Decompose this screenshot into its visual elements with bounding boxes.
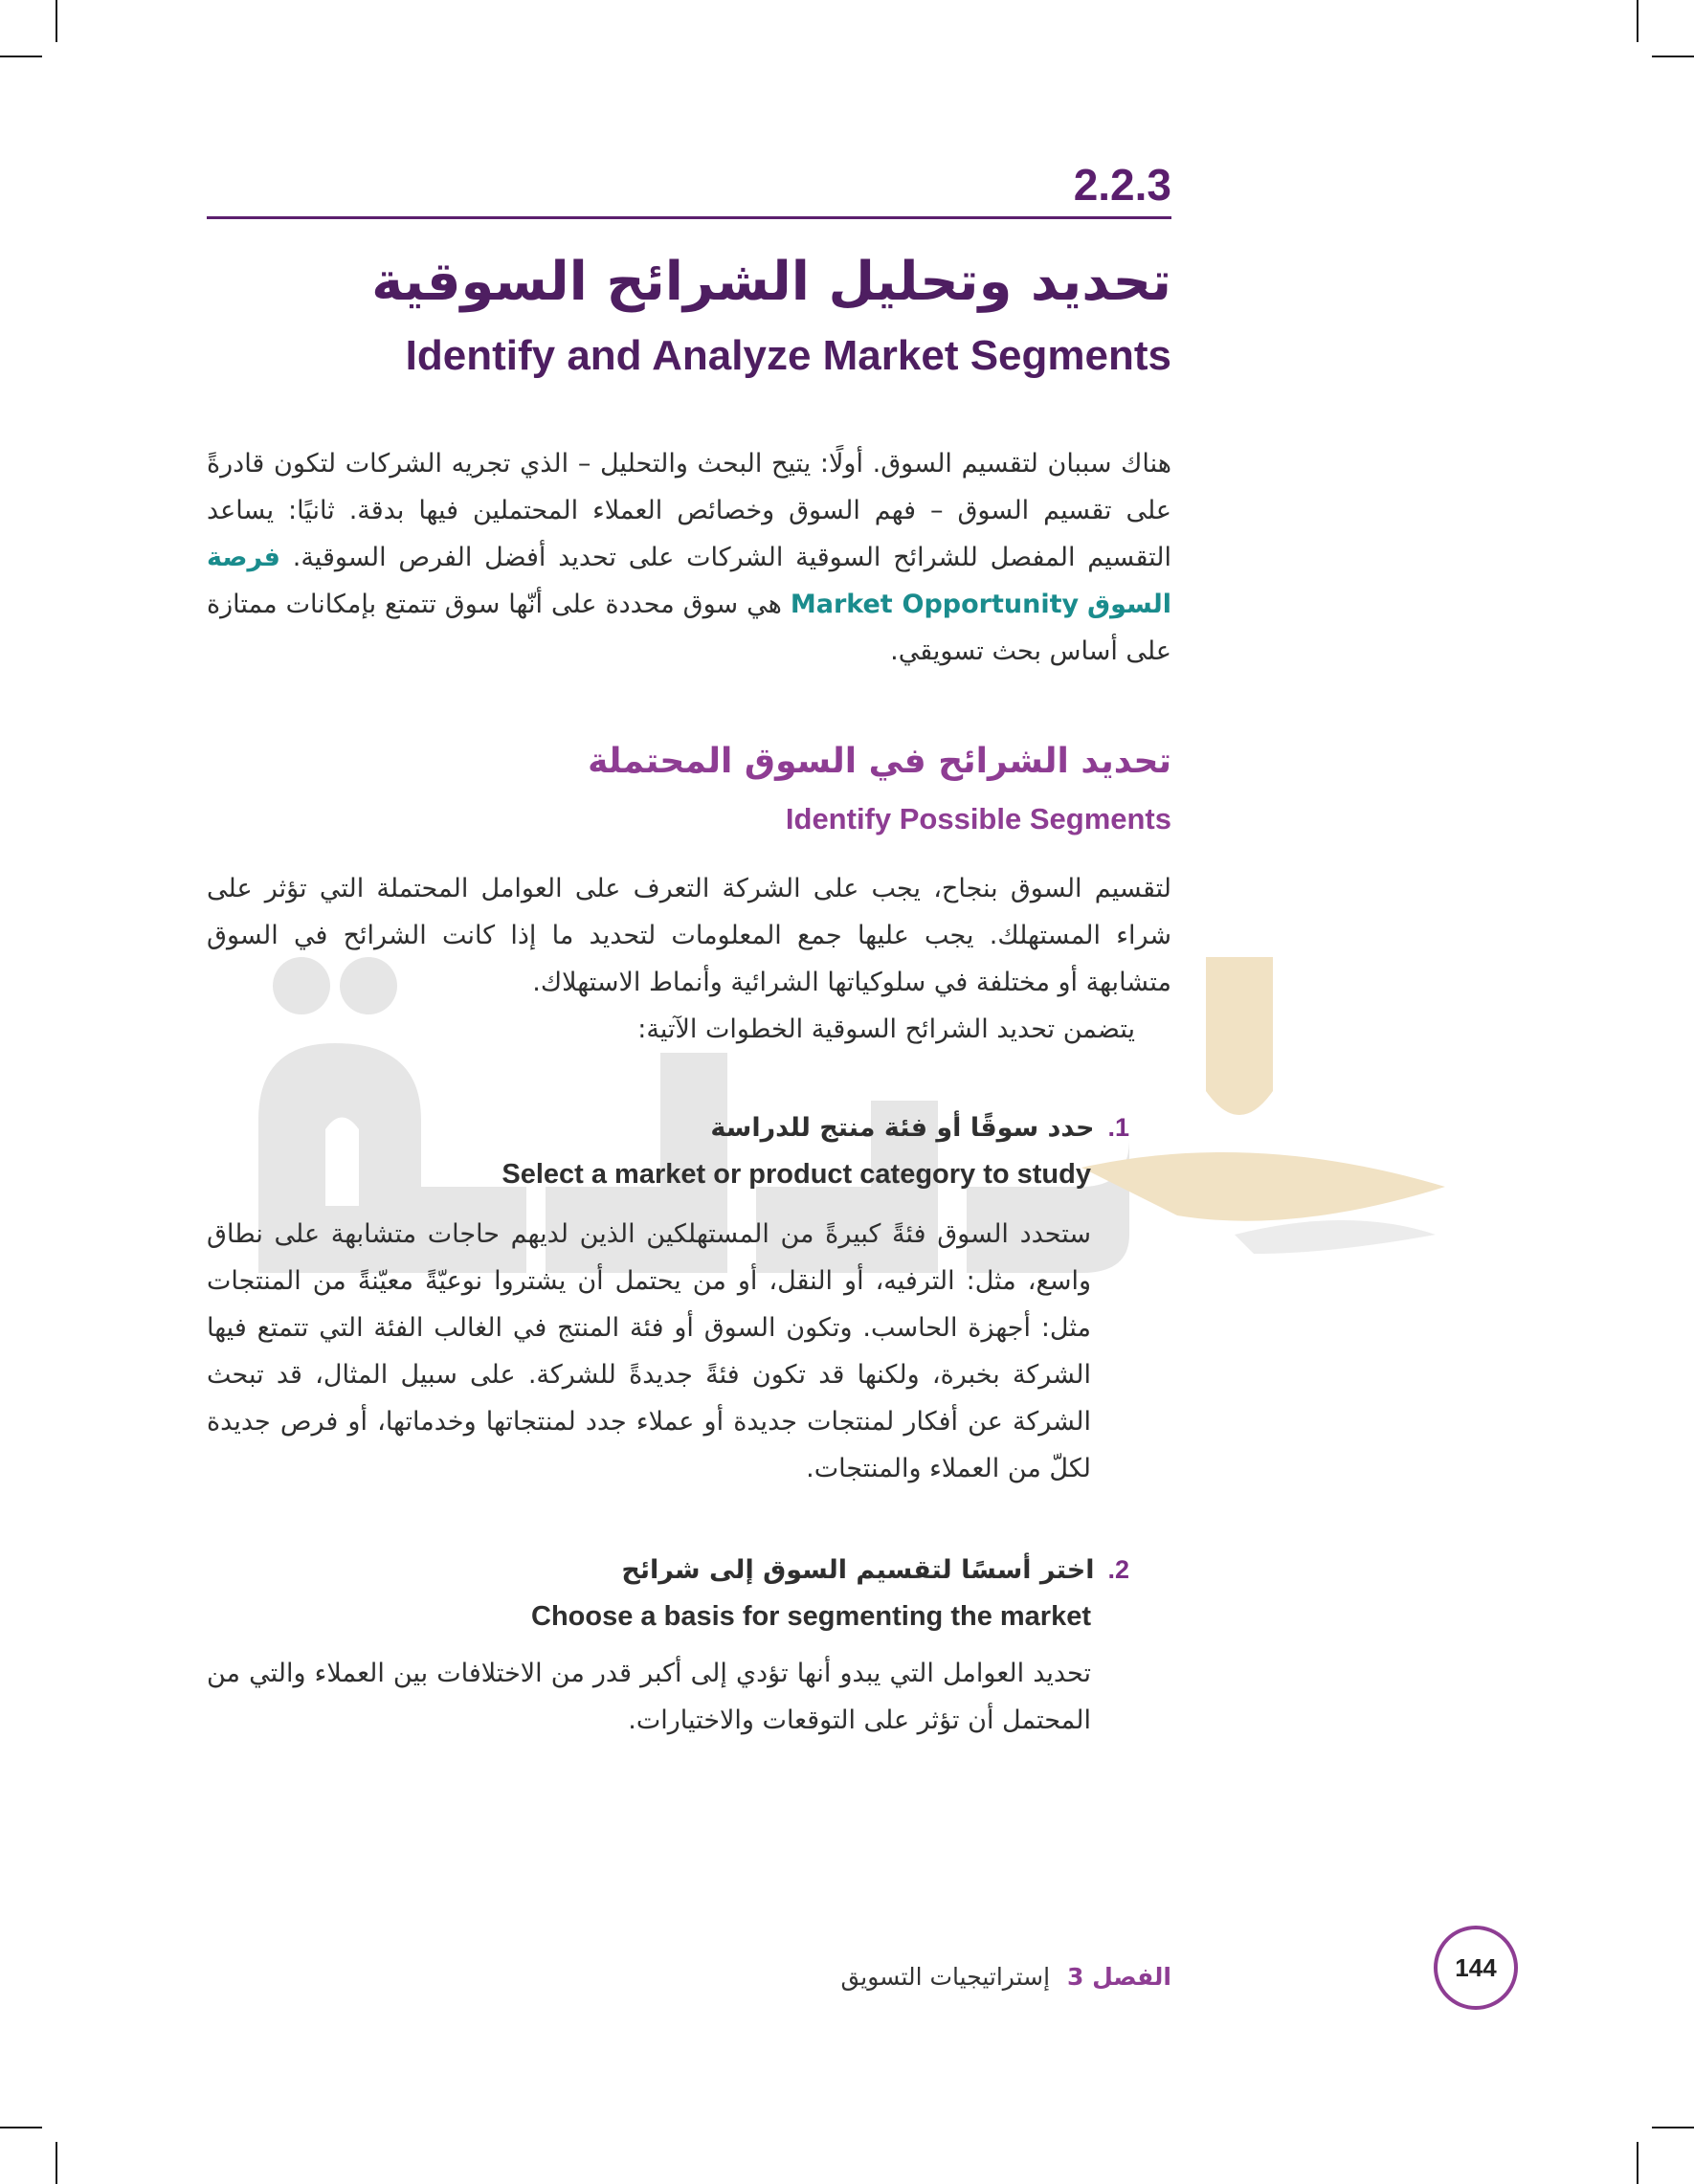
section-number: 2.2.3 — [1073, 160, 1171, 210]
page-title-arabic: تحديد وتحليل الشرائح السوقية — [371, 251, 1171, 313]
step-1-number: 1. — [1107, 1113, 1129, 1142]
heading-rule — [207, 216, 1171, 219]
page-title-english: Identify and Analyze Market Segments — [405, 332, 1171, 379]
crop-mark — [1637, 2142, 1638, 2184]
footer-chapter-label: الفصل 3 — [1066, 1963, 1171, 1991]
intro-text-before: هناك سببان لتقسيم السوق. أولًا: يتيح البحث والتحليل – الذي تجريه الشركات لتكون قادرةً على تقسيم السوق – فهم السوق وخصائص العملاء المحتملين فيها بدقة. ثانيًا: يساعد التقسيم المفصل للشرائح السوقية الشركات على تحديد أفضل الفرص السوقية. — [207, 449, 1171, 572]
intro-paragraph — [207, 440, 1171, 675]
intro-text-after: هي سوق محددة على أنّها سوق تتمتع بإمكانات ممتازة على أساس بحث تسويقي. — [207, 590, 1171, 666]
crop-mark — [56, 2142, 57, 2184]
crop-mark — [0, 56, 42, 57]
term-market-opportunity-en: Market Opportunity — [790, 590, 1080, 619]
crop-mark — [1637, 0, 1638, 42]
footer-chapter — [536, 1958, 1171, 1996]
step-1-title-arabic: حدد سوقًا أو فئة منتج للدراسة — [710, 1113, 1095, 1143]
footer-chapter-title: إستراتيجيات التسويق — [840, 1963, 1051, 1991]
step-2-title-arabic: اختر أسسًا لتقسيم السوق إلى شرائح — [621, 1555, 1095, 1585]
page-number: 144 — [1434, 1926, 1518, 2010]
step-2-body: تحديد العوامل التي يبدو أنها تؤدي إلى أكبر قدر من الاختلافات بين العملاء والتي من المحتمل أن تؤثر على التوقعات والاختيارات. — [207, 1659, 1091, 1735]
subsection-title-arabic: تحديد الشرائح في السوق المحتملة — [588, 742, 1171, 781]
step-1-body: ستحدد السوق فئةً كبيرةً من المستهلكين الذين لديهم حاجات متشابهة على نطاق واسع، مثل: الترفيه، أو النقل، أو من يحتمل أن يشتروا نوعيّةً معيّنةً من المنتجات مثل: أجهزة الحاسب. وتكون السوق أو فئة المنتج في الغالب الفئة التي تتمتع فيها الشركة بخبرة، ولكنها قد تكون فئةً جديدةً للشركة. على سبيل المثال، قد تبحث الشركة عن أفكار لمنتجات جديدة أو عملاء جدد لمنتجاتها وخدماتها، أو فرص جديدة لكلّ من العملاء والمنتجات. — [207, 1219, 1091, 1483]
crop-mark — [1652, 2127, 1694, 2128]
subsection-title-english: Identify Possible Segments — [785, 802, 1171, 836]
crop-mark — [1652, 56, 1694, 57]
term-market-opportunity-ar: فرصة السوق — [207, 543, 1171, 619]
step-2-title — [287, 1550, 1129, 1590]
steps-intro: يتضمن تحديد الشرائح السوقية الخطوات الآتية: — [637, 1014, 1135, 1044]
crop-mark — [56, 0, 57, 42]
step-2-number: 2. — [1107, 1555, 1129, 1584]
subsection-paragraph: لتقسيم السوق بنجاح، يجب على الشركة التعرف على العوامل المحتملة التي تؤثر على شراء المستهلك. يجب عليها جمع المعلومات لتحديد ما إذا كانت الشرائح في السوق متشابهة أو مختلفة في سلوكياتها الشرائية وأنماط الاستهلاك. — [207, 874, 1171, 997]
step-1-title-english: Select a market or product category to study — [502, 1159, 1091, 1190]
step-2-title-english: Choose a basis for segmenting the market — [531, 1601, 1091, 1632]
crop-mark — [0, 2127, 42, 2128]
step-1-title — [287, 1108, 1129, 1148]
